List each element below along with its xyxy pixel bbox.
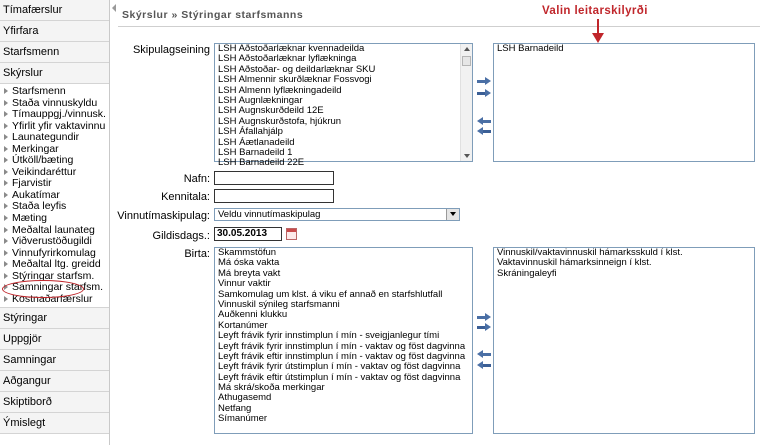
triangle-right-icon (4, 261, 8, 267)
listbox-option[interactable]: LSH Áfallahjálp (218, 126, 283, 138)
triangle-right-icon (4, 227, 8, 233)
nav-skyrslur[interactable]: Skýrslur (0, 63, 109, 84)
listbox-option[interactable]: LSH Aðstoðar- og deildarlæknar SKU (218, 63, 376, 75)
listbox-option[interactable]: LSH Aðstoðarlæknar kvennadeilda (218, 43, 365, 54)
nav-bottom-item[interactable]: Aðgangur (0, 371, 109, 392)
sidebar-subitem-label: Samningar starfsm. (12, 281, 104, 294)
listbox-option[interactable]: LSH Barnadeild 1 (218, 146, 293, 158)
chevron-down-icon[interactable] (446, 209, 459, 220)
listbox-option[interactable]: Má breyta vakt (218, 267, 281, 279)
sidebar-subitem-label: Vinnufyrirkomulag (12, 246, 96, 259)
skipulagseining-label: Skipulagseining (132, 44, 210, 56)
scroll-up-icon[interactable] (464, 47, 470, 51)
sidebar-subitem[interactable] (0, 294, 109, 306)
triangle-right-icon (4, 88, 8, 94)
nav-bottom-item[interactable]: Samningar (0, 350, 109, 371)
sidebar-subitem-label: Meðaltal ltg. greidd (12, 258, 101, 271)
triangle-right-icon (4, 100, 8, 106)
triangle-right-icon (4, 203, 8, 209)
triangle-right-icon (4, 215, 8, 221)
vinnutimaskipulag-select[interactable] (214, 208, 460, 221)
kennitala-input[interactable] (214, 189, 334, 203)
listbox-option[interactable]: Má óska vakta (218, 257, 280, 269)
listbox-option[interactable]: LSH Barnadeild 22E (218, 157, 305, 169)
triangle-right-icon (4, 111, 8, 117)
nav-bottom-item[interactable]: Ýmislegt (0, 413, 109, 434)
listbox-option[interactable]: Netfang (218, 402, 252, 414)
triangle-right-icon (4, 169, 8, 175)
triangle-right-icon (4, 296, 8, 302)
sidebar-subitem-label: Staða vinnuskyldu (12, 96, 98, 109)
triangle-right-icon (4, 157, 8, 163)
sidebar-subitem-label: Merkingar (12, 142, 59, 155)
listbox-option[interactable]: LSH Augnskurðdeild 12E (218, 105, 324, 117)
listbox-option[interactable]: LSH Aðstoðarlæknar lyflækninga (218, 53, 357, 65)
listbox-option[interactable]: LSH Augnlækningar (218, 94, 303, 106)
sidebar-subitem-label: Staða leyfis (12, 200, 67, 213)
collapse-sidebar-icon[interactable] (112, 4, 116, 12)
double-arrow-left-icon[interactable] (477, 361, 491, 370)
breadcrumb-divider (118, 26, 760, 27)
sidebar (0, 0, 110, 445)
nav-bottom-item[interactable]: Uppgjör (0, 329, 109, 350)
triangle-right-icon (4, 192, 8, 198)
nav-timafaerslur[interactable]: Tímafærslur (0, 0, 109, 21)
triangle-right-icon (4, 238, 8, 244)
listbox-option[interactable]: Leyft frávik eftir innstimplun í mín - vaktav og föst dagvinna (218, 350, 466, 362)
listbox-option[interactable]: Vinnur vaktir (218, 278, 271, 290)
nafn-label: Nafn: (183, 173, 210, 185)
arrow-left-icon[interactable] (477, 117, 491, 126)
sidebar-subitem-label: Veikindaréttur (12, 165, 77, 178)
triangle-right-icon (4, 273, 8, 279)
triangle-right-icon (4, 134, 8, 140)
birta-listbox[interactable] (214, 247, 473, 434)
listbox-option[interactable]: Leyft frávik fyrir innstimplun í mín - sveigjanlegur tími (218, 330, 440, 342)
skipulagseining-selected-listbox[interactable] (493, 43, 755, 162)
listbox-option[interactable]: LSH Áætlanadeild (218, 136, 295, 148)
listbox-option[interactable]: LSH Augnskurðstofa, hjúkrun (218, 115, 342, 127)
nav-starfsmenn[interactable]: Starfsmenn (0, 42, 109, 63)
sidebar-subitem-label: Meðaltal launateg (12, 223, 95, 236)
nav-bottom-item[interactable]: Skiptiborð (0, 392, 109, 413)
listbox-option[interactable]: Athugasemd (218, 392, 272, 404)
double-arrow-right-icon[interactable] (477, 323, 491, 332)
sidebar-subitem-label: Stýringar starfsm. (12, 269, 95, 282)
skyrslur-submenu (0, 84, 109, 308)
listbox-option[interactable]: Skammstöfun (218, 247, 277, 258)
skipulagseining-scrollbar[interactable] (460, 44, 472, 161)
sidebar-subitem-label: Fjarvistir (12, 177, 52, 190)
sidebar-subitem-label: Aukatímar (12, 188, 60, 201)
arrow-right-icon[interactable] (477, 313, 491, 322)
gildisdags-label: Gildisdags.: (152, 230, 210, 242)
listbox-option[interactable]: Má skrá/skoða merkingar (218, 382, 325, 394)
listbox-option[interactable]: Leyft frávik fyrir útstimplun í mín - vaktav og föst dagvinna (218, 361, 461, 373)
listbox-option[interactable]: LSH Almennir skurðlæknar Fossvogi (218, 74, 372, 86)
listbox-option[interactable]: Auðkenni klukku (218, 309, 288, 321)
triangle-right-icon (4, 123, 8, 129)
listbox-option[interactable]: Vinnuskil/vaktavinnuskil hámarksskuld í klst. (497, 247, 683, 258)
scroll-down-icon[interactable] (464, 154, 470, 158)
vinnutimaskipulag-label: Vinnutímaskipulag: (117, 210, 210, 222)
calendar-icon[interactable] (286, 228, 297, 240)
listbox-option[interactable]: Símanúmer (218, 413, 268, 425)
scroll-thumb[interactable] (462, 56, 471, 66)
gildisdags-input[interactable]: 30.05.2013 (214, 227, 282, 241)
listbox-option[interactable]: Leyft frávik eftir útstimplun í mín - vaktav og föst dagvinna (218, 371, 461, 383)
annotation-label: Valin leitarskilyrði (542, 5, 648, 17)
triangle-right-icon (4, 250, 8, 256)
double-arrow-right-icon[interactable] (477, 89, 491, 98)
birta-label: Birta: (184, 248, 210, 260)
listbox-option[interactable]: LSH Almenn lyflækningadeild (218, 84, 342, 96)
listbox-option[interactable]: Kortanúmer (218, 319, 268, 331)
sidebar-bottom-items (0, 308, 109, 434)
triangle-right-icon (4, 146, 8, 152)
double-arrow-left-icon[interactable] (477, 127, 491, 136)
listbox-option[interactable]: Leyft frávik fyrir innstimplun í mín - vaktav og föst dagvinna (218, 340, 466, 352)
sidebar-subitem-label: Starfsmenn (12, 85, 66, 97)
triangle-right-icon (4, 284, 8, 290)
sidebar-subitem-label: Launategundir (12, 131, 80, 144)
sidebar-subitem-label: Tímauppgj./vinnusk. (12, 108, 106, 121)
sidebar-subitem-label: Kostnaðarfærslur (12, 292, 93, 305)
nav-bottom-item[interactable]: Stýringar (0, 308, 109, 329)
arrow-left-icon[interactable] (477, 350, 491, 359)
listbox-option[interactable]: Vinnuskil sýnileg starfsmanni (218, 298, 340, 310)
nav-yfirfara[interactable]: Yfirfara (0, 21, 109, 42)
birta-selected-listbox[interactable] (493, 247, 755, 434)
listbox-option[interactable]: Vaktavinnuskil hámarksinneign í klst. (497, 257, 652, 269)
listbox-option[interactable]: Skráningaleyfi (497, 267, 557, 279)
nafn-input[interactable] (214, 171, 334, 185)
triangle-right-icon (4, 180, 8, 186)
annotation-arrowhead-icon (592, 33, 604, 43)
arrow-right-icon[interactable] (477, 77, 491, 86)
vinnutimaskipulag-value: Veldu vinnutímaskipulag (218, 209, 321, 220)
kennitala-label: Kennitala: (161, 191, 210, 203)
breadcrumb: Skýrslur » Stýringar starfsmanns (122, 9, 304, 21)
skipulagseining-listbox[interactable] (214, 43, 473, 169)
sidebar-subitem-label: Viðverustöðugildi (12, 235, 92, 248)
sidebar-subitem-label: Yfirlit yfir vaktavinnu (12, 119, 106, 132)
listbox-option[interactable]: LSH Barnadeild (497, 43, 564, 54)
sidebar-subitem-label: Útköll/bæting (12, 154, 74, 167)
listbox-option[interactable]: Samkomulag um klst. á viku ef annað en starfshlutfall (218, 288, 443, 300)
sidebar-subitem-label: Mæting (12, 212, 48, 225)
